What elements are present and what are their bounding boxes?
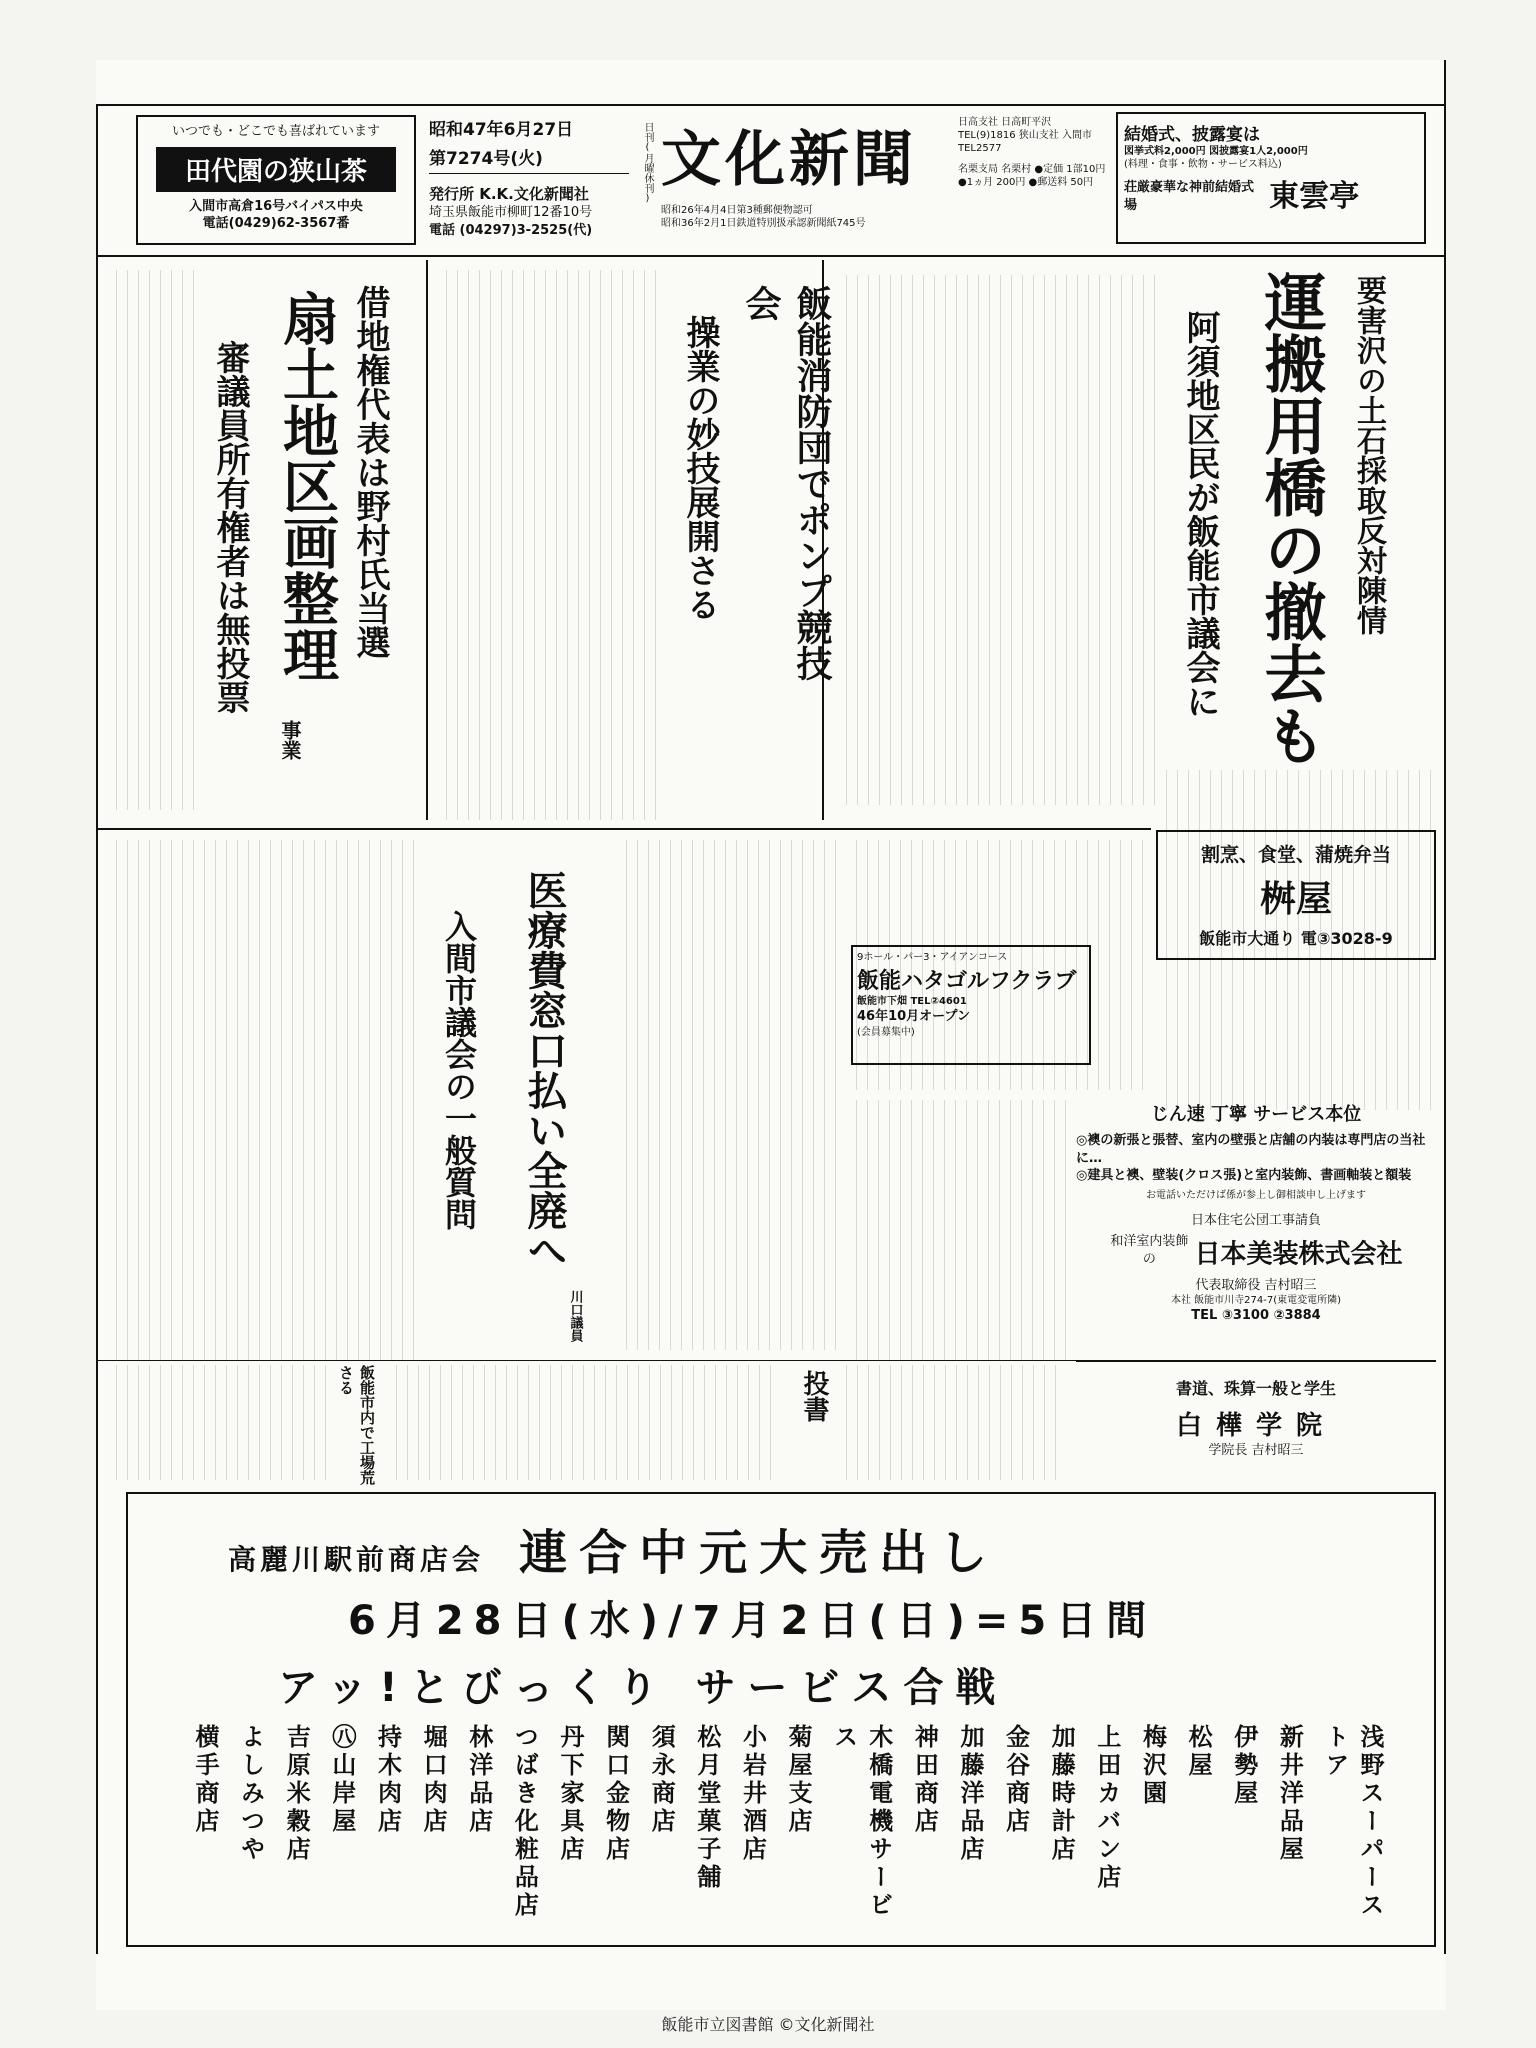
- shop-name: 横手商店: [191, 1724, 219, 1836]
- shop-name: 浅野スーパーストア: [1321, 1724, 1384, 1920]
- golf-address: 飯能市下畑 TEL②4601: [857, 996, 967, 1007]
- shop-name: 新井洋品屋: [1275, 1724, 1304, 1864]
- a6-headline: 投書: [799, 1370, 829, 1422]
- branch-info: [958, 116, 1108, 244]
- a3-subheadline: 審議員所有権者は無投票: [210, 340, 250, 714]
- a4-byline: 川口議員: [567, 1290, 583, 1342]
- publisher: 発行所 K.K.文化新聞社: [429, 185, 589, 203]
- publisher-phone: 電話 (04297)3-2525(代): [429, 222, 593, 238]
- wedding-ad: [1116, 112, 1426, 244]
- shop-name: ㊇山岸屋: [327, 1724, 356, 1836]
- school-ad: [1076, 1370, 1436, 1470]
- branches: 日高支社 日高町平沢 TEL(9)1816 狭山支社 入間市 TEL2577: [958, 117, 1092, 154]
- a1-body: [836, 275, 1156, 805]
- shop-name: 関口金物店: [601, 1724, 630, 1864]
- a1-subheadline: 阿須地区民が飯能市議会に: [1180, 310, 1220, 718]
- interior-tel: TEL ③3100 ②3884: [1191, 1308, 1321, 1324]
- issue-number: 第7274号(火): [429, 149, 543, 169]
- a2-subheadline: 操業の妙技展開さる: [680, 315, 720, 621]
- shop-name: 丹下家具店: [556, 1724, 584, 1864]
- shop-name: 伊勢屋: [1229, 1724, 1258, 1808]
- issue-date: 昭和47年6月27日: [429, 120, 574, 140]
- tea-tagline: いつでも・どこでも喜ばれています: [171, 124, 380, 139]
- shop-name: 吉原米穀店: [282, 1724, 311, 1864]
- newspaper-page: [96, 60, 1446, 2010]
- wedding-line3: (料理・食事・飲物・サービス料込): [1124, 159, 1282, 170]
- sale-ad: [126, 1492, 1436, 1947]
- shop-name: 松月堂菓子舗: [692, 1724, 721, 1892]
- a2-headline: 飯能消防団でポンプ競技会: [740, 285, 833, 681]
- sale-sponsor: 高麗川駅前商店会: [228, 1543, 485, 1576]
- interior-line2: ◎襖の新張と張替、室内の壁張と店舗の内装は専門店の当社に…: [1076, 1133, 1426, 1166]
- interior-line4: お電話いただけば係が参上し御相談申し上げます: [1146, 1189, 1366, 1201]
- school-head: 学院長 吉村昭三: [1208, 1443, 1304, 1458]
- a3-headline: 扇土地区画整理: [274, 290, 339, 682]
- sale-slogan: アッ!とびっくり サービス合戦: [278, 1665, 1008, 1711]
- footer-credit: 飯能市立図書館 ©文化新聞社: [661, 2015, 875, 2034]
- shop-name: 松屋: [1184, 1724, 1213, 1780]
- wedding-line4: 荘厳豪華な神前結婚式場: [1124, 180, 1255, 213]
- golf-note: (会員募集中): [857, 1026, 915, 1038]
- interior-name: 日本美装株式会社: [1194, 1239, 1403, 1270]
- shop-name: 加藤洋品店: [956, 1724, 984, 1864]
- school-name: 白樺学院: [1175, 1411, 1336, 1441]
- golf-name: 飯能ハタゴルフクラブ: [857, 969, 1077, 994]
- tea-name: 田代園の狭山茶: [156, 147, 396, 192]
- interior-line3: ◎建具と襖、壁装(クロス張)と室内装飾、書画軸装と額装: [1076, 1168, 1412, 1184]
- shop-name: 須永商店: [647, 1724, 676, 1836]
- school-line1: 書道、珠算一般と学生: [1175, 1379, 1336, 1398]
- shop-name: よしみつや: [236, 1724, 265, 1864]
- wedding-name: 東雲亭: [1269, 179, 1360, 214]
- masthead: [661, 112, 951, 247]
- shop-name: つばき化粧品店: [510, 1724, 539, 1920]
- a1-headline: 運搬用橋の撤去も: [1254, 270, 1327, 766]
- shop-list: [188, 1724, 1388, 1939]
- tea-address: 入間市高倉16号バイパス中央: [189, 198, 363, 214]
- top-rule: [96, 104, 1446, 106]
- shop-name: 持木肉店: [373, 1724, 402, 1836]
- interior-line5: 日本住宅公団工事請負: [1190, 1212, 1321, 1228]
- interior-ad: [1076, 1100, 1436, 1340]
- shop-name: 上田カバン店: [1092, 1724, 1121, 1892]
- restaurant-side-text: [1156, 970, 1436, 1110]
- lower-body-1: [106, 1365, 326, 1480]
- a2-body: [436, 270, 656, 820]
- sale-dates: 6月28日(水)/7月2日(日)=5日間: [348, 1598, 1157, 1644]
- golf-line1: 9ホール・パー3・アイアンコース: [857, 952, 1008, 963]
- restaurant-name: 桝屋: [1259, 878, 1332, 920]
- tea-ad: [136, 115, 416, 245]
- shop-name: 神田商店: [910, 1724, 939, 1836]
- right-rule: [1444, 60, 1446, 1954]
- shop-name: 梅沢園: [1138, 1724, 1167, 1808]
- shop-name: 加藤時計店: [1047, 1724, 1076, 1864]
- interior-line1: じん速 丁寧 サービス本位: [1150, 1104, 1362, 1125]
- interior-address: 本社 飯能市川寺274-7(東電変電所隣): [1170, 1295, 1342, 1307]
- golf-ad: [851, 945, 1091, 1065]
- results-body-2: [846, 1100, 1076, 1360]
- lower-body-3: [836, 1365, 1066, 1480]
- restaurant-tag: 割烹、食堂、蒲焼弁当: [1200, 844, 1391, 866]
- issue-info: [429, 115, 629, 245]
- election-list-body: [616, 840, 836, 1350]
- interior-rep: 代表取締役 吉村昭三: [1195, 1277, 1317, 1293]
- golf-open: 46年10月オープン: [857, 1009, 971, 1024]
- a3-kicker: 借地権代表は野村氏当選: [350, 285, 390, 659]
- shop-name: 小岩井酒店: [738, 1724, 767, 1864]
- interior-line6: 和洋室内装飾の: [1110, 1234, 1189, 1267]
- publisher-address: 埼玉県飯能市柳町12番10号: [429, 205, 593, 220]
- a5-headline: 飯能市内で工場荒さる: [337, 1365, 376, 1485]
- a3-suffix: 事業: [278, 720, 302, 760]
- a4-headline: 医療費窓口払い全廃へ: [521, 870, 567, 1270]
- permit-1: 昭和26年4月4日第3種郵便物認可: [661, 205, 813, 216]
- tea-phone: 電話(0429)62-3567番: [202, 216, 350, 232]
- shop-name: 木橋電機サービス: [829, 1724, 893, 1920]
- restaurant-address: 飯能市大通り 電③3028-9: [1199, 929, 1393, 948]
- wedding-line2: 図挙式料2,000円 図披露宴1人2,000円: [1124, 146, 1308, 157]
- wedding-line1: 結婚式、披露宴は: [1124, 125, 1260, 145]
- shop-name: 堀口肉店: [419, 1724, 448, 1836]
- frequency: 日刊(月曜休刊): [642, 122, 653, 204]
- left-rule: [96, 104, 98, 1954]
- sale-title: 連合中元大売出し: [519, 1525, 1000, 1581]
- permit-2: 昭和36年2月1日鉄道特別扱承認新聞紙745号: [661, 218, 866, 229]
- a4-subheadline: 入間市議会の一般質問: [440, 910, 478, 1230]
- a3-body: [106, 270, 196, 810]
- shop-name: 菊屋支店: [784, 1724, 813, 1836]
- masthead-title: 文化新聞: [661, 125, 917, 195]
- lower-body-2: [386, 1365, 776, 1480]
- a4-body: [106, 840, 416, 1360]
- rates: 名栗支局 名栗村 ●定価 1部10円 ●1ヵ月 200円 ●郵送料 50円: [958, 164, 1106, 188]
- shop-name: 林洋品店: [464, 1724, 493, 1836]
- a1-kicker: 要害沢の土石採取反対陳情: [1351, 275, 1386, 635]
- restaurant-ad: [1156, 830, 1436, 960]
- shop-name: 金谷商店: [1001, 1724, 1030, 1836]
